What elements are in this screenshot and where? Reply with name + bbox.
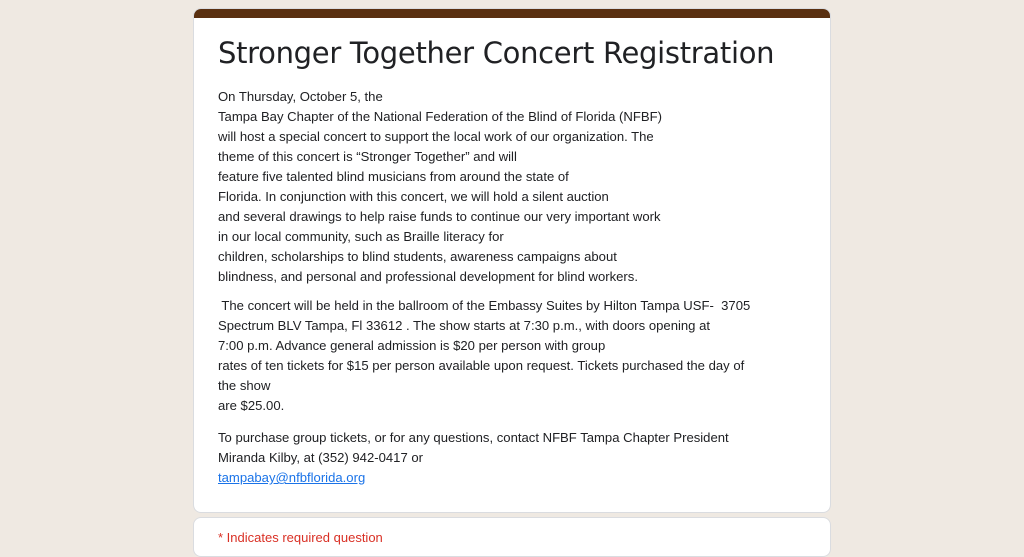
description-line: Florida. In conjunction with this concert, we will hold a silent auction xyxy=(218,189,609,204)
description-line: the show xyxy=(218,378,271,393)
description-line: To purchase group tickets, or for any questions, contact NFBF Tampa Chapter President xyxy=(218,430,729,445)
description-paragraph-3 xyxy=(218,428,818,488)
description-line: are $25.00. xyxy=(218,398,285,413)
description-line: and several drawings to help raise funds to continue our very important work xyxy=(218,209,661,224)
description-line: in our local community, such as Braille literacy for xyxy=(218,229,504,244)
description-line: The concert will be held in the ballroom of the Embassy Suites by Hilton Tampa USF- 3705 xyxy=(218,298,751,313)
description-line: theme of this concert is “Stronger Together” and will xyxy=(218,149,517,164)
description-line: Tampa Bay Chapter of the National Federation of the Blind of Florida (NFBF) xyxy=(218,109,662,124)
required-info-card xyxy=(193,517,831,557)
required-question-note: * Indicates required question xyxy=(218,530,383,545)
description-line: children, scholarships to blind students, awareness campaigns about xyxy=(218,249,617,264)
description-line: On Thursday, October 5, the xyxy=(218,89,383,104)
form-color-band xyxy=(194,9,830,18)
description-line: rates of ten tickets for $15 per person available upon request. Tickets purchased the day of xyxy=(218,358,745,373)
description-line: Miranda Kilby, at (352) 942-0417 or xyxy=(218,450,424,465)
form-header-card xyxy=(193,8,831,513)
description-paragraph-1 xyxy=(218,87,818,287)
description-line: 7:00 p.m. Advance general admission is $20 per person with group xyxy=(218,338,606,353)
description-paragraph-2 xyxy=(218,296,818,416)
form-description xyxy=(218,87,818,488)
description-line: Spectrum BLV Tampa, Fl 33612 . The show starts at 7:30 p.m., with doors opening at xyxy=(218,318,711,333)
description-line: will host a special concert to support the local work of our organization. The xyxy=(218,129,654,144)
form-title: Stronger Together Concert Registration xyxy=(218,36,775,70)
description-line: feature five talented blind musicians from around the state of xyxy=(218,169,569,184)
description-line: blindness, and personal and professional development for blind workers. xyxy=(218,269,638,284)
contact-email-link[interactable]: tampabay@nfbflorida.org xyxy=(218,470,366,485)
